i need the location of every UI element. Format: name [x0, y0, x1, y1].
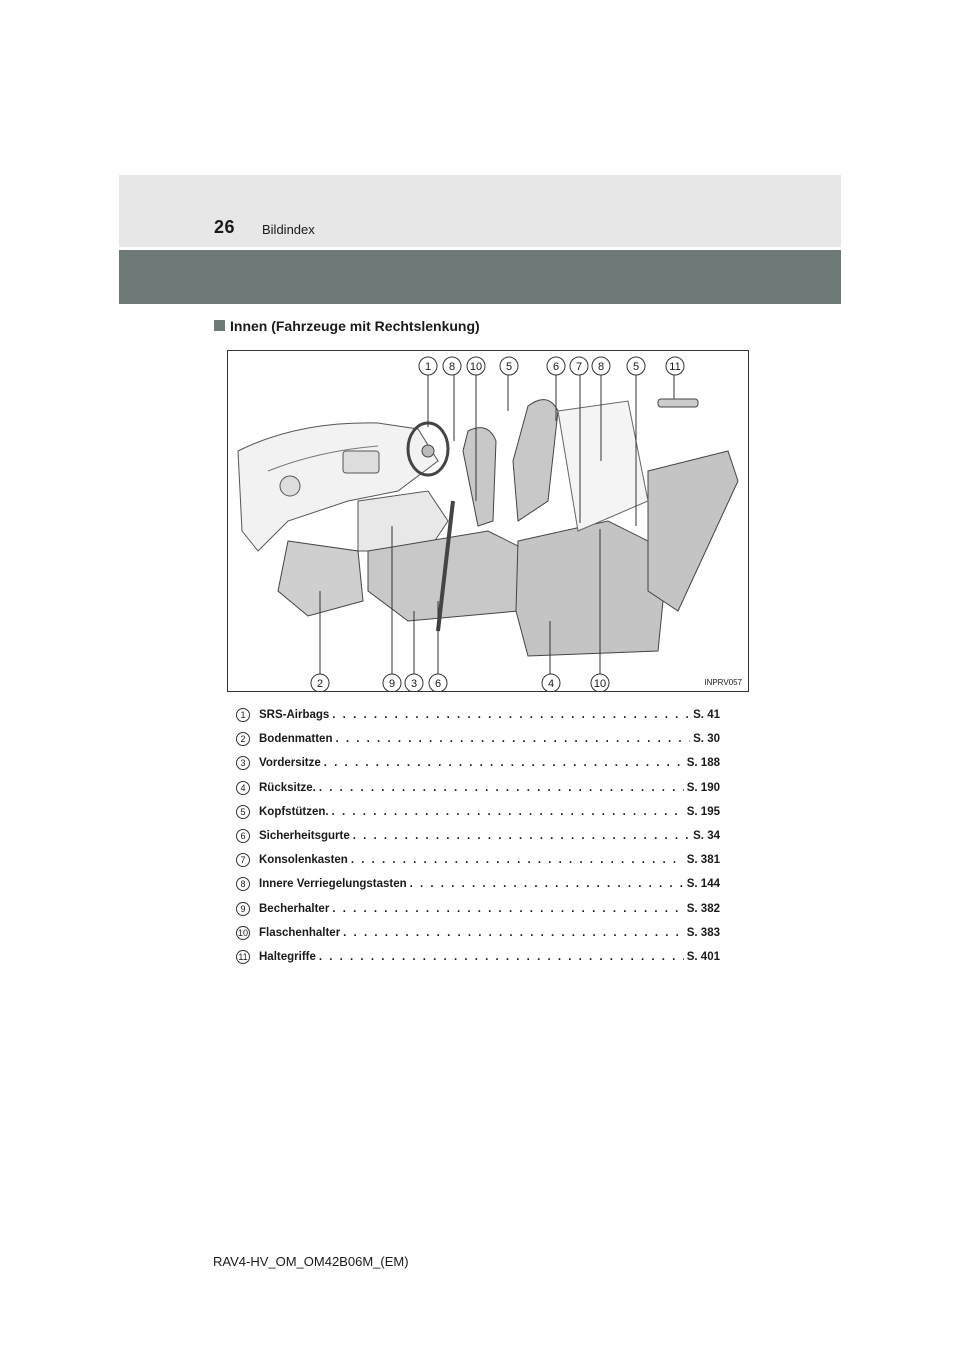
svg-text:6: 6 [552, 361, 560, 373]
svg-text:5: 5 [632, 361, 640, 373]
leader-dots [351, 854, 684, 866]
page-ref: S. 34 [693, 830, 720, 843]
item-number: 3 [236, 756, 250, 770]
item-label: Sicherheitsgurte [259, 830, 350, 843]
list-item [236, 945, 720, 969]
svg-text:8: 8 [448, 361, 456, 373]
page-ref: S. 41 [693, 709, 720, 722]
list-item [236, 921, 720, 945]
item-label: SRS-Airbags [259, 709, 330, 722]
callouts-top [419, 357, 684, 375]
item-label: Becherhalter [259, 902, 330, 915]
svg-text:9: 9 [388, 678, 396, 690]
chapter-title: Bildindex [262, 222, 315, 237]
page-number: 26 [214, 217, 236, 237]
item-label: Rücksitze. [259, 781, 316, 794]
page-ref: S. 401 [686, 950, 720, 963]
svg-text:11: 11 [669, 361, 681, 373]
item-number: 6 [236, 829, 250, 843]
item-number: 1 [236, 708, 250, 722]
leader-dots [343, 927, 684, 939]
callouts-bottom [311, 674, 609, 691]
svg-text:2: 2 [316, 678, 324, 690]
item-number: 5 [236, 805, 250, 819]
item-number: 9 [236, 902, 250, 916]
page-ref: S. 188 [686, 757, 720, 770]
interior-illustration [227, 350, 749, 692]
svg-text:4: 4 [547, 678, 555, 690]
list-item [236, 824, 720, 848]
page-ref: S. 195 [686, 805, 720, 818]
item-label: Kopfstützen. [259, 805, 329, 818]
leader-dots [410, 878, 684, 890]
section-marker-icon [214, 320, 225, 331]
svg-text:3: 3 [410, 678, 418, 690]
item-number: 7 [236, 853, 250, 867]
leader-dots [332, 806, 684, 818]
list-item [236, 897, 720, 921]
page-ref: S. 30 [693, 733, 720, 746]
page-ref: S. 381 [686, 854, 720, 867]
leader-dots [332, 903, 683, 915]
index-list [236, 703, 720, 969]
leader-dots [332, 709, 690, 721]
page-ref: S. 382 [686, 902, 720, 915]
item-number: 11 [236, 950, 250, 964]
leader-dots [335, 733, 690, 745]
item-number: 2 [236, 732, 250, 746]
item-label: Konsolenkasten [259, 854, 348, 867]
list-item [236, 703, 720, 727]
leader-dots [319, 951, 684, 963]
item-number: 8 [236, 877, 250, 891]
list-item [236, 751, 720, 775]
svg-text:8: 8 [597, 361, 605, 373]
list-item [236, 872, 720, 896]
list-item [236, 848, 720, 872]
leader-dots [353, 830, 690, 842]
header-dark-band [119, 250, 841, 304]
page-ref: S. 144 [686, 878, 720, 891]
item-number: 4 [236, 781, 250, 795]
item-label: Haltegriffe [259, 950, 316, 963]
svg-text:10: 10 [593, 678, 607, 690]
car-interior-drawing [228, 351, 748, 691]
item-label: Flaschenhalter [259, 926, 341, 939]
list-item [236, 800, 720, 824]
leader-dots [324, 757, 684, 769]
svg-text:6: 6 [434, 678, 442, 690]
figure-code: INPRV057 [704, 678, 742, 687]
item-label: Vordersitze [259, 757, 321, 770]
leader-dots [319, 782, 684, 794]
svg-text:7: 7 [575, 361, 583, 373]
page-ref: S. 383 [686, 926, 720, 939]
svg-text:5: 5 [505, 361, 513, 373]
svg-text:1: 1 [424, 361, 432, 373]
item-label: Innere Verriegelungstasten [259, 878, 407, 891]
document-code: RAV4-HV_OM_OM42B06M_(EM) [213, 1254, 409, 1269]
item-number: 10 [237, 927, 248, 938]
svg-text:10: 10 [469, 361, 483, 373]
section-title: Innen (Fahrzeuge mit Rechtslenkung) [230, 318, 480, 334]
list-item [236, 727, 720, 751]
item-label: Bodenmatten [259, 733, 333, 746]
page-ref: S. 190 [686, 781, 720, 794]
list-item [236, 776, 720, 800]
